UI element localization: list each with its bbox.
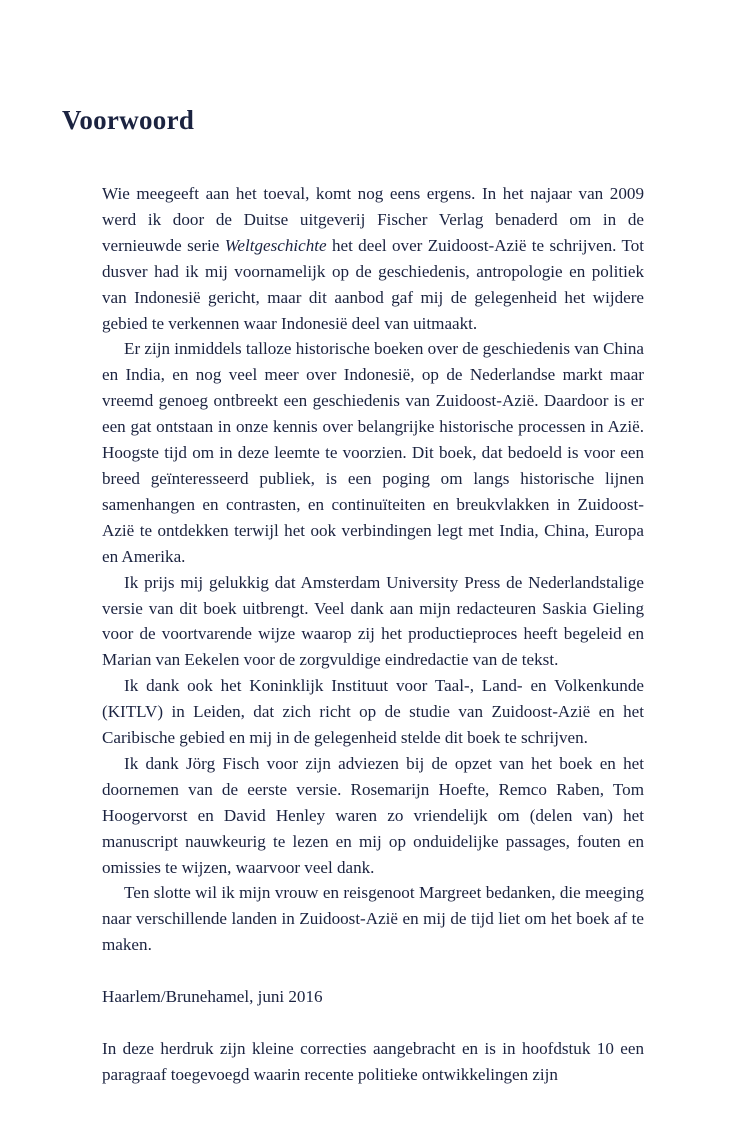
body-text-block	[102, 181, 644, 1088]
book-series-title: Weltgeschichte	[224, 235, 327, 255]
paragraph-1	[102, 181, 644, 336]
paragraph-3: Ik prijs mij gelukkig dat Amsterdam University Press de Nederlandstalige versie van dit boek uitbrengt. Veel dank aan mijn redacteuren Saskia Gieling voor de voortvarende wijze waarop zij het productieproces heeft begeleid en Marian van Eekelen voor de zorgvuldige eindredactie van de tekst.	[102, 572, 644, 670]
paragraph-6: Ten slotte wil ik mijn vrouw en reisgenoot Margreet bedanken, die meeging naar verschillende landen in Zuidoost-Azië en mij de tijd liet om het boek af te maken.	[102, 883, 644, 955]
paragraph-1-segment-b: het deel over Zuidoost-Azië te schrijven. Tot dusver had ik mij voornamelijk op de geschiedenis, antropologie en politiek van Indonesië gericht, maar dit aanbod gaf mij de gelegenheid het wijdere gebied te verkennen waar Indonesië deel van uitmaakt.	[102, 235, 644, 333]
paragraph-4: Ik dank ook het Koninklijk Instituut voor Taal-, Land- en Volkenkunde (KITLV) in Leiden, dat zich richt op de studie van Zuidoost-Azië en het Caribische gebied en mij in de gelegenheid stelde dit boek te schrijven.	[102, 676, 644, 748]
colophon-place-date: Haarlem/Brunehamel, juni 2016	[102, 987, 323, 1007]
paragraph-2: Er zijn inmiddels talloze historische boeken over de geschiedenis van China en India, en nog veel meer over Indonesië, op de Nederlandse markt maar vreemd genoeg ontbreekt een geschiedenis van Zuidoost-Azië. Daardoor is er een gat ontstaan in onze kennis over belangrijke historische processen in Azië. Hoogste tijd om in deze leemte te voorzien. Dit boek, dat bedoeld is voor een breed geïnteresseerd publiek, is een poging om langs historische lijnen samenhangen en contrasten, en continuïteiten en breukvlakken in Zuidoost-Azië te ontdekken terwijl het ook verbindingen legt met India, China, Europa en Amerika.	[102, 339, 644, 566]
paragraph-5: Ik dank Jörg Fisch voor zijn adviezen bij de opzet van het boek en het doornemen van de eerste versie. Rosemarijn Hoefte, Remco Raben, Tom Hoogervorst en David Henley waren zo vriendelijk om (delen van) het manuscript nauwkeurig te lezen en mij op onduidelijke passages, fouten en omissies te wijzen, waarvoor veel dank.	[102, 753, 644, 877]
page-title: Voorwoord	[62, 105, 195, 135]
paragraph-1-segment-a: Wie meegeeft aan het toeval, komt nog eens ergens. In het najaar van 2009 werd ik door de Duitse uitgeverij Fischer Verlag benaderd om in de vernieuwde serie	[102, 184, 644, 255]
reprint-note: In deze herdruk zijn kleine correcties aangebracht en is in hoofdstuk 10 een paragraaf toegevoegd waarin recente politieke ontwikkelingen zijn	[102, 1038, 644, 1084]
